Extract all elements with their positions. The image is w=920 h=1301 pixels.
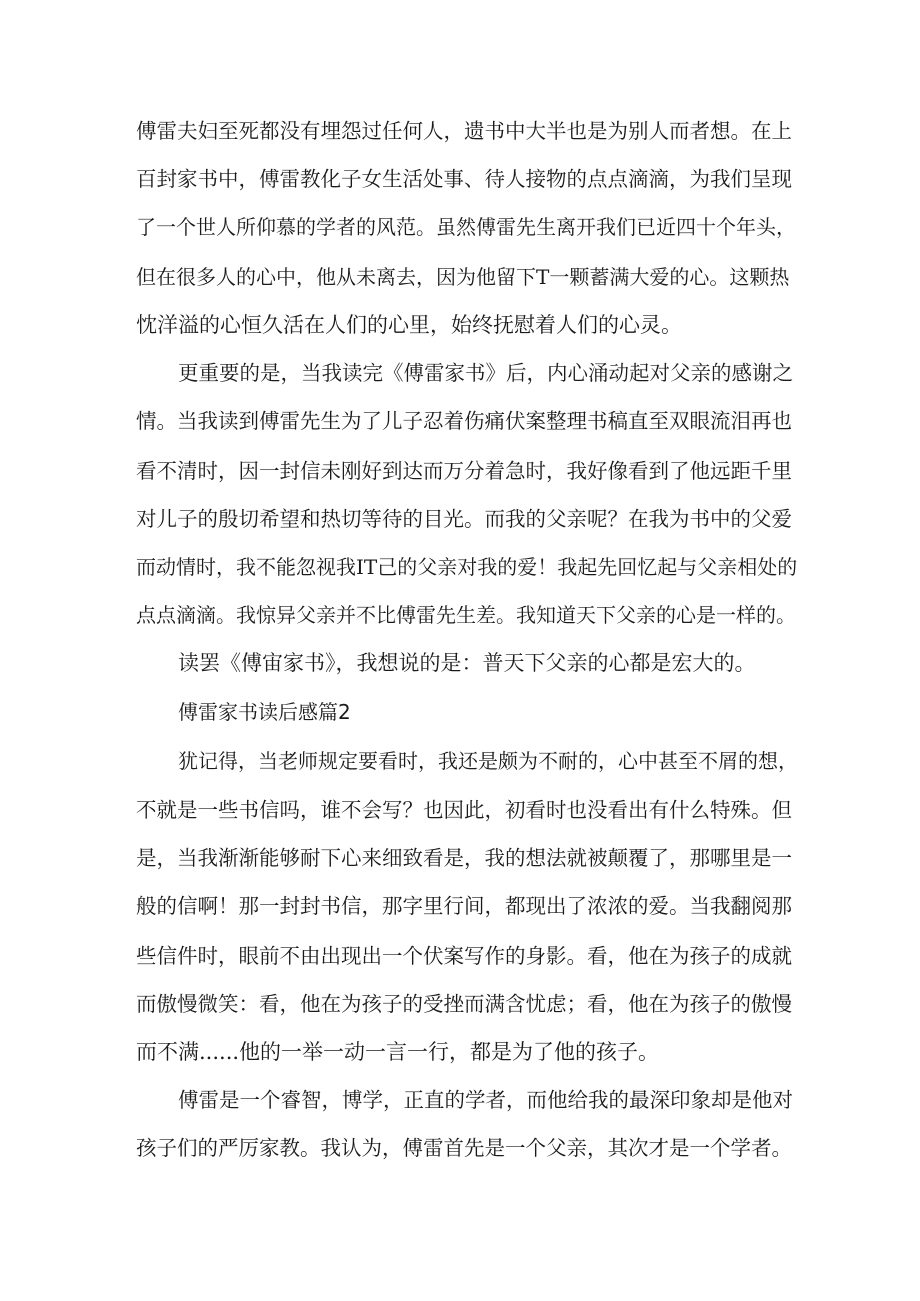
text-line: 傅雷是一个睿智，博学，正直的学者，而他给我的最深印象却是他对 [178, 1088, 793, 1112]
text-line: 犹记得，当老师规定要看时，我还是颇为不耐的，心中甚至不屑的想， [178, 749, 798, 773]
text-line: 但在很多人的心中，他从未离去，因为他留下T一颗蓄满大爱的心。这颗热 [136, 265, 790, 289]
text-line: 而不满......他的一举一动一言一行，都是为了他的孩子。 [136, 1040, 660, 1064]
text-line: 而傲慢微笑：看，他在为孩子的受挫而满含忧虑；看，他在为孩子的傲慢 [136, 992, 792, 1016]
text-line: 傅雷夫妇至死都没有埋怨过任何人，遗书中大半也是为别人而者想。在上 [136, 119, 792, 143]
text-line: 更重要的是，当我读完《傅雷家书》后，内心涌动起对父亲的感谢之 [178, 361, 793, 385]
text-line: 忱洋溢的心恒久活在人们的心里，始终抚慰着人们的心灵。 [136, 313, 682, 337]
text-line: 般的信啊！那一封封书信，那字里行间，都现出了浓浓的爱。当我翻阅那 [136, 894, 792, 918]
text-line: 看不清时，因一封信未刚好到达而万分着急时，我好像看到了他远距千里 [136, 459, 792, 483]
text-line: 是，当我渐渐能够耐下心来细致看是，我的想法就被颠覆了，那哪里是一 [136, 846, 792, 870]
text-line: 而动情时，我不能忽视我IT己的父亲对我的爱！我起先回忆起与父亲相处的 [136, 555, 798, 579]
text-line: 情。当我读到傅雷先生为了儿子忍着伤痛伏案整理书稿直至双眼流泪再也 [136, 409, 792, 433]
text-line: 些信件时，眼前不由出现出一个伏案写作的身影。看，他在为孩子的成就 [136, 944, 792, 968]
text-line: 对儿子的殷切希望和热切等待的目光。而我的父亲呢？在我为书中的父爱 [136, 507, 792, 531]
text-line: 读罢《傅宙家书》，我想说的是：普天下父亲的心都是宏大的。 [178, 651, 756, 675]
text-line: 了一个世人所仰慕的学者的风范。虽然傅雷先生离开我们已近四十个年头， [136, 215, 796, 239]
text-line: 百封家书中，傅雷教化子女生活处事、待人接物的点点滴滴，为我们呈现 [136, 167, 792, 191]
section-heading: 傅雷家书读后感篇2 [178, 700, 351, 724]
text-line: 不就是一些书信吗，谁不会写？也因此，初看时也没看出有什么特殊。但 [136, 798, 792, 822]
text-line: 点点滴滴。我惊异父亲并不比傅雷先生差。我知道天下父亲的心是一样的。 [136, 603, 796, 627]
text-line: 孩子们的严厉家教。我认为，傅雷首先是一个父亲，其次才是一个学者。 [136, 1136, 792, 1160]
